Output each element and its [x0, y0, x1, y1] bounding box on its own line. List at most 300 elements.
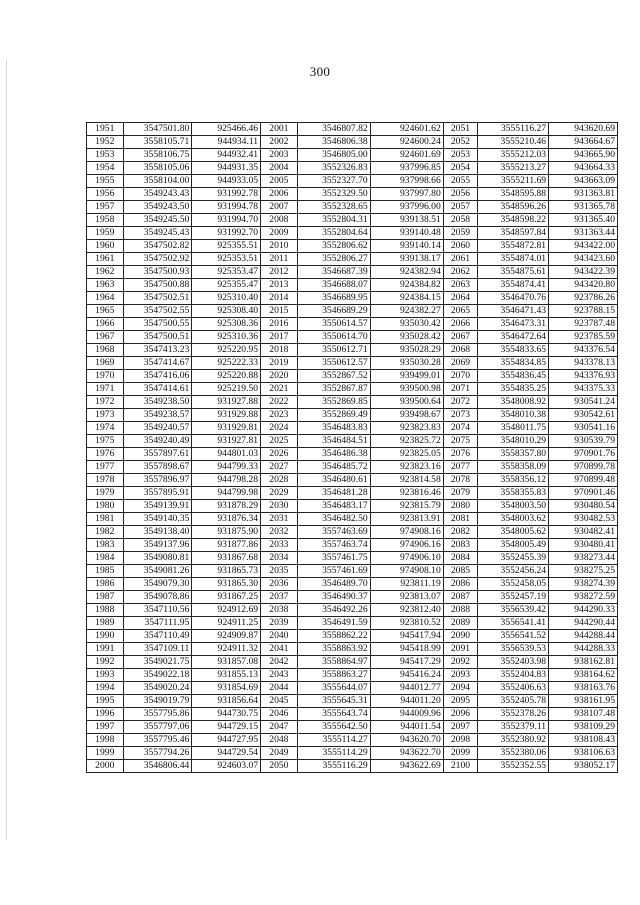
point-id-cell: 2044 [261, 682, 298, 695]
x-coordinate-cell: 3547414.61 [123, 383, 192, 396]
point-id-cell: 1958 [87, 214, 124, 227]
x-coordinate-cell: 3555212.03 [478, 149, 549, 162]
point-id-cell: 1995 [87, 695, 124, 708]
y-coordinate-cell: 944932.41 [192, 149, 261, 162]
table-row [87, 357, 618, 370]
point-id-cell: 2030 [261, 500, 298, 513]
y-coordinate-cell: 939140.48 [370, 227, 443, 240]
point-id-cell: 2015 [261, 305, 298, 318]
point-id-cell: 2081 [443, 513, 477, 526]
x-coordinate-cell: 3554874.01 [478, 253, 549, 266]
x-coordinate-cell: 3558105.71 [123, 136, 192, 149]
y-coordinate-cell: 974906.16 [370, 539, 443, 552]
x-coordinate-cell: 3546471.43 [478, 305, 549, 318]
point-id-cell: 2099 [443, 747, 477, 760]
y-coordinate-cell: 945418.99 [370, 643, 443, 656]
point-id-cell: 2090 [443, 630, 477, 643]
y-coordinate-cell: 938108.43 [549, 734, 618, 747]
x-coordinate-cell: 3547502.92 [123, 253, 192, 266]
y-coordinate-cell: 938161.95 [549, 695, 618, 708]
page-number: 300 [309, 64, 331, 79]
y-coordinate-cell: 944798.28 [192, 474, 261, 487]
x-coordinate-cell: 3548597.84 [478, 227, 549, 240]
point-id-cell: 2005 [261, 175, 298, 188]
x-coordinate-cell: 3555114.29 [297, 747, 370, 760]
x-coordinate-cell: 3546486.38 [297, 448, 370, 461]
y-coordinate-cell: 939138.17 [370, 253, 443, 266]
table-row [87, 175, 618, 188]
table-row [87, 734, 618, 747]
point-id-cell: 2028 [261, 474, 298, 487]
y-coordinate-cell: 925355.47 [192, 279, 261, 292]
y-coordinate-cell: 970901.76 [549, 448, 618, 461]
point-id-cell: 2004 [261, 162, 298, 175]
y-coordinate-cell: 939140.14 [370, 240, 443, 253]
point-id-cell: 1952 [87, 136, 124, 149]
table-row [87, 487, 618, 500]
x-coordinate-cell: 3547502.82 [123, 240, 192, 253]
point-id-cell: 1960 [87, 240, 124, 253]
y-coordinate-cell: 943663.09 [549, 175, 618, 188]
y-coordinate-cell: 924384.82 [370, 279, 443, 292]
y-coordinate-cell: 944729.54 [192, 747, 261, 760]
y-coordinate-cell: 923788.15 [549, 305, 618, 318]
x-coordinate-cell: 3552867.87 [297, 383, 370, 396]
x-coordinate-cell: 3555116.27 [478, 123, 549, 136]
y-coordinate-cell: 923810.52 [370, 617, 443, 630]
point-id-cell: 2056 [443, 188, 477, 201]
y-coordinate-cell: 944933.05 [192, 175, 261, 188]
x-coordinate-cell: 3546805.00 [297, 149, 370, 162]
point-id-cell: 1985 [87, 565, 124, 578]
point-id-cell: 2018 [261, 344, 298, 357]
x-coordinate-cell: 3556539.42 [478, 604, 549, 617]
x-coordinate-cell: 3546483.83 [297, 422, 370, 435]
y-coordinate-cell: 943375.33 [549, 383, 618, 396]
y-coordinate-cell: 938107.48 [549, 708, 618, 721]
point-id-cell: 2049 [261, 747, 298, 760]
point-id-cell: 2008 [261, 214, 298, 227]
y-coordinate-cell: 930541.16 [549, 422, 618, 435]
x-coordinate-cell: 3552329.50 [297, 188, 370, 201]
point-id-cell: 1969 [87, 357, 124, 370]
y-coordinate-cell: 945417.94 [370, 630, 443, 643]
x-coordinate-cell: 3547500.93 [123, 266, 192, 279]
x-coordinate-cell: 3558105.06 [123, 162, 192, 175]
y-coordinate-cell: 931929.81 [192, 422, 261, 435]
y-coordinate-cell: 943378.13 [549, 357, 618, 370]
x-coordinate-cell: 3555211.69 [478, 175, 549, 188]
table-row [87, 760, 618, 773]
x-coordinate-cell: 3549080.81 [123, 552, 192, 565]
y-coordinate-cell: 943622.69 [370, 760, 443, 773]
x-coordinate-cell: 3555644.07 [297, 682, 370, 695]
y-coordinate-cell: 937997.80 [370, 188, 443, 201]
x-coordinate-cell: 3555114.27 [297, 734, 370, 747]
y-coordinate-cell: 925222.33 [192, 357, 261, 370]
x-coordinate-cell: 3546807.82 [297, 123, 370, 136]
x-coordinate-cell: 3547500.55 [123, 318, 192, 331]
x-coordinate-cell: 3546470.76 [478, 292, 549, 305]
x-coordinate-cell: 3547500.88 [123, 279, 192, 292]
x-coordinate-cell: 3546492.26 [297, 604, 370, 617]
point-id-cell: 2100 [443, 760, 477, 773]
point-id-cell: 2052 [443, 136, 477, 149]
point-id-cell: 1998 [87, 734, 124, 747]
point-id-cell: 1999 [87, 747, 124, 760]
y-coordinate-cell: 925308.40 [192, 305, 261, 318]
x-coordinate-cell: 3552406.63 [478, 682, 549, 695]
y-coordinate-cell: 924600.24 [370, 136, 443, 149]
x-coordinate-cell: 3548010.38 [478, 409, 549, 422]
y-coordinate-cell: 923787.48 [549, 318, 618, 331]
x-coordinate-cell: 3552804.31 [297, 214, 370, 227]
y-coordinate-cell: 925310.40 [192, 292, 261, 305]
y-coordinate-cell: 943420.80 [549, 279, 618, 292]
x-coordinate-cell: 3550614.70 [297, 331, 370, 344]
y-coordinate-cell: 944290.44 [549, 617, 618, 630]
point-id-cell: 2048 [261, 734, 298, 747]
x-coordinate-cell: 3549240.49 [123, 435, 192, 448]
point-id-cell: 2036 [261, 578, 298, 591]
x-coordinate-cell: 3546489.70 [297, 578, 370, 591]
y-coordinate-cell: 931992.70 [192, 227, 261, 240]
y-coordinate-cell: 938052.17 [549, 760, 618, 773]
point-id-cell: 2085 [443, 565, 477, 578]
x-coordinate-cell: 3556541.52 [478, 630, 549, 643]
table-row [87, 656, 618, 669]
y-coordinate-cell: 923815.79 [370, 500, 443, 513]
x-coordinate-cell: 3552806.27 [297, 253, 370, 266]
point-id-cell: 2059 [443, 227, 477, 240]
x-coordinate-cell: 3546491.59 [297, 617, 370, 630]
x-coordinate-cell: 3554836.45 [478, 370, 549, 383]
point-id-cell: 1959 [87, 227, 124, 240]
y-coordinate-cell: 923823.16 [370, 461, 443, 474]
y-coordinate-cell: 931365.40 [549, 214, 618, 227]
point-id-cell: 1981 [87, 513, 124, 526]
y-coordinate-cell: 970899.48 [549, 474, 618, 487]
y-coordinate-cell: 944290.33 [549, 604, 618, 617]
y-coordinate-cell: 931867.68 [192, 552, 261, 565]
y-coordinate-cell: 944729.15 [192, 721, 261, 734]
table-row [87, 448, 618, 461]
x-coordinate-cell: 3554874.41 [478, 279, 549, 292]
y-coordinate-cell: 944801.03 [192, 448, 261, 461]
x-coordinate-cell: 3549140.35 [123, 513, 192, 526]
y-coordinate-cell: 923811.19 [370, 578, 443, 591]
x-coordinate-cell: 3558355.83 [478, 487, 549, 500]
y-coordinate-cell: 930542.61 [549, 409, 618, 422]
point-id-cell: 2069 [443, 357, 477, 370]
point-id-cell: 2042 [261, 656, 298, 669]
x-coordinate-cell: 3547501.80 [123, 123, 192, 136]
table-row [87, 539, 618, 552]
x-coordinate-cell: 3546482.50 [297, 513, 370, 526]
point-id-cell: 2060 [443, 240, 477, 253]
point-id-cell: 1987 [87, 591, 124, 604]
x-coordinate-cell: 3557797.06 [123, 721, 192, 734]
point-id-cell: 1984 [87, 552, 124, 565]
x-coordinate-cell: 3557463.69 [297, 526, 370, 539]
table-row [87, 461, 618, 474]
y-coordinate-cell: 931878.29 [192, 500, 261, 513]
y-coordinate-cell: 935028.29 [370, 344, 443, 357]
x-coordinate-cell: 3549137.96 [123, 539, 192, 552]
x-coordinate-cell: 3547110.56 [123, 604, 192, 617]
point-id-cell: 2051 [443, 123, 477, 136]
point-id-cell: 1993 [87, 669, 124, 682]
point-id-cell: 2010 [261, 240, 298, 253]
point-id-cell: 1963 [87, 279, 124, 292]
point-id-cell: 1962 [87, 266, 124, 279]
coordinate-table [86, 122, 618, 773]
x-coordinate-cell: 3557896.97 [123, 474, 192, 487]
point-id-cell: 1986 [87, 578, 124, 591]
y-coordinate-cell: 923786.26 [549, 292, 618, 305]
x-coordinate-cell: 3547110.49 [123, 630, 192, 643]
table-row [87, 747, 618, 760]
point-id-cell: 2084 [443, 552, 477, 565]
y-coordinate-cell: 943620.70 [370, 734, 443, 747]
point-id-cell: 2038 [261, 604, 298, 617]
point-id-cell: 1990 [87, 630, 124, 643]
x-coordinate-cell: 3552352.55 [478, 760, 549, 773]
point-id-cell: 1967 [87, 331, 124, 344]
point-id-cell: 2093 [443, 669, 477, 682]
x-coordinate-cell: 3546689.29 [297, 305, 370, 318]
x-coordinate-cell: 3548595.88 [478, 188, 549, 201]
point-id-cell: 2024 [261, 422, 298, 435]
y-coordinate-cell: 938106.63 [549, 747, 618, 760]
x-coordinate-cell: 3550612.71 [297, 344, 370, 357]
x-coordinate-cell: 3557898.67 [123, 461, 192, 474]
y-coordinate-cell: 925219.50 [192, 383, 261, 396]
point-id-cell: 2032 [261, 526, 298, 539]
y-coordinate-cell: 974908.10 [370, 565, 443, 578]
x-coordinate-cell: 3558863.27 [297, 669, 370, 682]
y-coordinate-cell: 924384.15 [370, 292, 443, 305]
point-id-cell: 1996 [87, 708, 124, 721]
y-coordinate-cell: 924382.94 [370, 266, 443, 279]
y-coordinate-cell: 944011.20 [370, 695, 443, 708]
x-coordinate-cell: 3549079.30 [123, 578, 192, 591]
y-coordinate-cell: 939138.51 [370, 214, 443, 227]
x-coordinate-cell: 3548011.75 [478, 422, 549, 435]
point-id-cell: 2020 [261, 370, 298, 383]
x-coordinate-cell: 3549020.24 [123, 682, 192, 695]
y-coordinate-cell: 924603.07 [192, 760, 261, 773]
point-id-cell: 1957 [87, 201, 124, 214]
y-coordinate-cell: 925310.36 [192, 331, 261, 344]
table-row [87, 435, 618, 448]
y-coordinate-cell: 938164.62 [549, 669, 618, 682]
x-coordinate-cell: 3548003.50 [478, 500, 549, 513]
x-coordinate-cell: 3555643.74 [297, 708, 370, 721]
x-coordinate-cell: 3557794.26 [123, 747, 192, 760]
y-coordinate-cell: 931857.08 [192, 656, 261, 669]
table-row [87, 617, 618, 630]
table-row [87, 331, 618, 344]
y-coordinate-cell: 938163.76 [549, 682, 618, 695]
x-coordinate-cell: 3549019.79 [123, 695, 192, 708]
y-coordinate-cell: 925353.51 [192, 253, 261, 266]
y-coordinate-cell: 944730.75 [192, 708, 261, 721]
x-coordinate-cell: 3555210.46 [478, 136, 549, 149]
x-coordinate-cell: 3548005.62 [478, 526, 549, 539]
y-coordinate-cell: 943622.70 [370, 747, 443, 760]
x-coordinate-cell: 3552326.83 [297, 162, 370, 175]
point-id-cell: 2027 [261, 461, 298, 474]
point-id-cell: 2043 [261, 669, 298, 682]
y-coordinate-cell: 925355.51 [192, 240, 261, 253]
table-row [87, 253, 618, 266]
x-coordinate-cell: 3547416.06 [123, 370, 192, 383]
point-id-cell: 2053 [443, 149, 477, 162]
point-id-cell: 1971 [87, 383, 124, 396]
x-coordinate-cell: 3554875.61 [478, 266, 549, 279]
y-coordinate-cell: 925353.47 [192, 266, 261, 279]
y-coordinate-cell: 924909.87 [192, 630, 261, 643]
x-coordinate-cell: 3552405.78 [478, 695, 549, 708]
point-id-cell: 1974 [87, 422, 124, 435]
table-row [87, 136, 618, 149]
y-coordinate-cell: 944727.95 [192, 734, 261, 747]
x-coordinate-cell: 3549138.40 [123, 526, 192, 539]
point-id-cell: 2009 [261, 227, 298, 240]
point-id-cell: 2016 [261, 318, 298, 331]
x-coordinate-cell: 3549022.18 [123, 669, 192, 682]
y-coordinate-cell: 924911.32 [192, 643, 261, 656]
y-coordinate-cell: 925308.36 [192, 318, 261, 331]
y-coordinate-cell: 931927.81 [192, 435, 261, 448]
point-id-cell: 2080 [443, 500, 477, 513]
x-coordinate-cell: 3557897.61 [123, 448, 192, 461]
x-coordinate-cell: 3549240.57 [123, 422, 192, 435]
x-coordinate-cell: 3552867.52 [297, 370, 370, 383]
y-coordinate-cell: 930480.54 [549, 500, 618, 513]
y-coordinate-cell: 944009.96 [370, 708, 443, 721]
point-id-cell: 1989 [87, 617, 124, 630]
point-id-cell: 2022 [261, 396, 298, 409]
point-id-cell: 1961 [87, 253, 124, 266]
x-coordinate-cell: 3546689.95 [297, 292, 370, 305]
y-coordinate-cell: 924382.27 [370, 305, 443, 318]
point-id-cell: 2082 [443, 526, 477, 539]
point-id-cell: 1992 [87, 656, 124, 669]
x-coordinate-cell: 3552379.11 [478, 721, 549, 734]
x-coordinate-cell: 3552869.85 [297, 396, 370, 409]
x-coordinate-cell: 3549238.50 [123, 396, 192, 409]
table-row [87, 526, 618, 539]
x-coordinate-cell: 3554834.85 [478, 357, 549, 370]
y-coordinate-cell: 931363.44 [549, 227, 618, 240]
x-coordinate-cell: 3554833.65 [478, 344, 549, 357]
point-id-cell: 2057 [443, 201, 477, 214]
y-coordinate-cell: 937998.66 [370, 175, 443, 188]
y-coordinate-cell: 931854.69 [192, 682, 261, 695]
point-id-cell: 2040 [261, 630, 298, 643]
y-coordinate-cell: 923814.58 [370, 474, 443, 487]
x-coordinate-cell: 3547500.51 [123, 331, 192, 344]
x-coordinate-cell: 3549139.91 [123, 500, 192, 513]
x-coordinate-cell: 3547414.67 [123, 357, 192, 370]
x-coordinate-cell: 3548010.29 [478, 435, 549, 448]
point-id-cell: 2086 [443, 578, 477, 591]
table-body [87, 123, 618, 773]
table-row [87, 552, 618, 565]
table-row [87, 240, 618, 253]
y-coordinate-cell: 931865.73 [192, 565, 261, 578]
y-coordinate-cell: 923825.05 [370, 448, 443, 461]
x-coordinate-cell: 3552804.64 [297, 227, 370, 240]
y-coordinate-cell: 974908.16 [370, 526, 443, 539]
x-coordinate-cell: 3558358.09 [478, 461, 549, 474]
point-id-cell: 1968 [87, 344, 124, 357]
y-coordinate-cell: 943376.54 [549, 344, 618, 357]
x-coordinate-cell: 3554835.25 [478, 383, 549, 396]
y-coordinate-cell: 923785.59 [549, 331, 618, 344]
y-coordinate-cell: 930482.41 [549, 526, 618, 539]
y-coordinate-cell: 939500.98 [370, 383, 443, 396]
point-id-cell: 1977 [87, 461, 124, 474]
point-id-cell: 2064 [443, 292, 477, 305]
table-row [87, 383, 618, 396]
point-id-cell: 2098 [443, 734, 477, 747]
point-id-cell: 2075 [443, 435, 477, 448]
table-row [87, 214, 618, 227]
y-coordinate-cell: 944931.35 [192, 162, 261, 175]
x-coordinate-cell: 3549238.57 [123, 409, 192, 422]
point-id-cell: 2063 [443, 279, 477, 292]
x-coordinate-cell: 3552327.70 [297, 175, 370, 188]
table-row [87, 513, 618, 526]
x-coordinate-cell: 3552380.92 [478, 734, 549, 747]
point-id-cell: 2095 [443, 695, 477, 708]
point-id-cell: 2079 [443, 487, 477, 500]
x-coordinate-cell: 3547502.51 [123, 292, 192, 305]
point-id-cell: 2061 [443, 253, 477, 266]
x-coordinate-cell: 3555642.50 [297, 721, 370, 734]
y-coordinate-cell: 935030.42 [370, 318, 443, 331]
x-coordinate-cell: 3552806.62 [297, 240, 370, 253]
point-id-cell: 2076 [443, 448, 477, 461]
point-id-cell: 2071 [443, 383, 477, 396]
point-id-cell: 2077 [443, 461, 477, 474]
y-coordinate-cell: 930541.24 [549, 396, 618, 409]
point-id-cell: 2072 [443, 396, 477, 409]
x-coordinate-cell: 3549081.26 [123, 565, 192, 578]
x-coordinate-cell: 3546485.72 [297, 461, 370, 474]
point-id-cell: 1979 [87, 487, 124, 500]
table-row [87, 201, 618, 214]
x-coordinate-cell: 3552458.05 [478, 578, 549, 591]
point-id-cell: 2065 [443, 305, 477, 318]
point-id-cell: 2055 [443, 175, 477, 188]
point-id-cell: 2023 [261, 409, 298, 422]
point-id-cell: 1994 [87, 682, 124, 695]
x-coordinate-cell: 3552457.19 [478, 591, 549, 604]
y-coordinate-cell: 931992.78 [192, 188, 261, 201]
y-coordinate-cell: 945416.24 [370, 669, 443, 682]
point-id-cell: 2000 [87, 760, 124, 773]
point-id-cell: 1982 [87, 526, 124, 539]
point-id-cell: 2029 [261, 487, 298, 500]
table-row [87, 630, 618, 643]
point-id-cell: 2006 [261, 188, 298, 201]
y-coordinate-cell: 924601.69 [370, 149, 443, 162]
point-id-cell: 1976 [87, 448, 124, 461]
